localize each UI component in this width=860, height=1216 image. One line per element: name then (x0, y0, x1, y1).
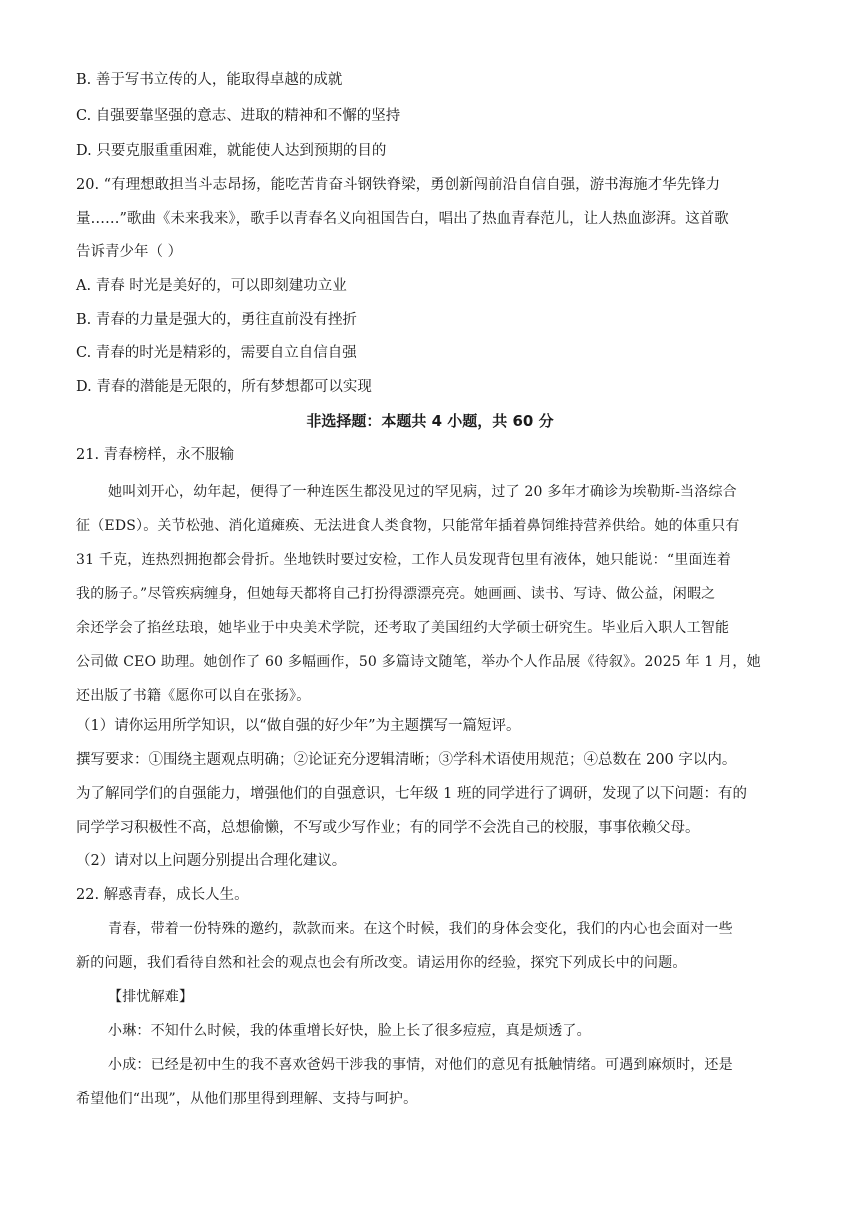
q22-intro-line-1: 青春，带着一份特殊的邀约，款款而来。在这个时候，我们的身体会变化，我们的内心也会面对一些 (108, 921, 733, 937)
q22-xiaocheng-line-1: 小成：已经是初中生的我不喜欢爸妈干涉我的事情，对他们的意见有抵触情绪。可遇到麻烦时，还是 (108, 1057, 733, 1073)
q21-paragraph-line: 征（EDS）。关节松弛、消化道瘫痪、无法进食人类食物，只能常年插着鼻饲维持营养供给。她的体重只有 (76, 518, 740, 534)
q21-paragraph-line: 余还学会了掐丝珐琅，她毕业于中央美术学院，还考取了美国纽约大学硕士研究生。毕业后入职人工智能 (76, 620, 730, 636)
q21-paragraph-line: 她叫刘开心，幼年起，便得了一种连医生都没见过的罕见病，过了 20 多年才确诊为埃勒斯-当洛综合 (108, 484, 737, 500)
q20-stem-line-1: 20. “有理想敢担当斗志昂扬，能吃苦肯奋斗钢铁脊梁，勇创新闯前沿自信自强，游书海施才华先锋力 (76, 177, 721, 193)
q21-survey-line-2: 同学学习积极性不高，总想偷懒，不写或少写作业；有的同学不会洗自己的校服，事事依赖父母。 (76, 820, 700, 836)
q21-title: 21. 青春榜样，永不服输 (76, 447, 235, 463)
q20-stem-line-3: 告诉青少年（ ） (76, 244, 183, 260)
q21-paragraph-line: 还出版了书籍《愿你可以自在张扬》。 (76, 688, 311, 704)
q22-title: 22. 解惑青春，成长人生。 (76, 887, 249, 903)
q21-paragraph-line: 公司做 CEO 助理。她创作了 60 多幅画作，50 多篇诗文随笔，举办个人作品展《待叙》。2025 年 1 月，她 (76, 654, 761, 670)
q22-intro-line-2: 新的问题，我们看待自然和社会的观点也会有所改变。请运用你的经验，探究下列成长中的问题。 (76, 955, 687, 971)
section-title: 非选择题：本题共 4 小题，共 60 分 (306, 412, 554, 430)
q19-option-b: B. 善于写书立传的人，能取得卓越的成就 (76, 72, 343, 88)
q20-option-d: D. 青春的潜能是无限的，所有梦想都可以实现 (76, 379, 372, 395)
q19-option-c: C. 自强要靠坚强的意志、进取的精神和不懈的坚持 (76, 108, 401, 124)
q20-option-a: A. 青春 时光是美好的，可以即刻建功立业 (76, 278, 347, 294)
q21-requirements: 撰写要求：①围绕主题观点明确；②论证充分逻辑清晰；③学科术语使用规范；④总数在 200 字以内。 (76, 752, 737, 768)
q21-subquestion-2: （2）请对以上问题分别提出合理化建议。 (76, 853, 347, 869)
q20-option-b: B. 青春的力量是强大的，勇往直前没有挫折 (76, 312, 357, 328)
q22-section-heading: 【排忧解难】 (108, 989, 194, 1005)
q22-xiaolin-line: 小琳：不知什么时候，我的体重增长好快，脸上长了很多痘痘，真是烦透了。 (108, 1023, 591, 1039)
q19-option-d: D. 只要克服重重困难，就能使人达到预期的目的 (76, 143, 387, 159)
q20-option-c: C. 青春的时光是精彩的，需要自立自信自强 (76, 345, 357, 361)
q22-xiaocheng-line-2: 希望他们“出现”，从他们那里得到理解、支持与呵护。 (76, 1091, 418, 1107)
q21-paragraph-line: 31 千克，连热烈拥抱都会骨折。坐地铁时要过安检，工作人员发现背包里有液体，她只能说：“里面连着 (76, 552, 732, 568)
q21-paragraph-line: 我的肠子。”尽管疾病缠身，但她每天都将自己打扮得漂漂亮亮。她画画、读书、写诗、做公益，闲暇之 (76, 586, 716, 602)
q21-survey-line-1: 为了解同学们的自强能力，增强他们的自强意识，七年级 1 班的同学进行了调研，发现了以下问题：有的 (76, 786, 747, 802)
q21-subquestion-1: （1）请你运用所学知识，以“做自强的好少年”为主题撰写一篇短评。 (76, 718, 521, 734)
q20-stem-line-2: 量……”歌曲《未来我来》，歌手以青春名义向祖国告白，唱出了热血青春范儿，让人热血澎湃。这首歌 (76, 211, 729, 227)
